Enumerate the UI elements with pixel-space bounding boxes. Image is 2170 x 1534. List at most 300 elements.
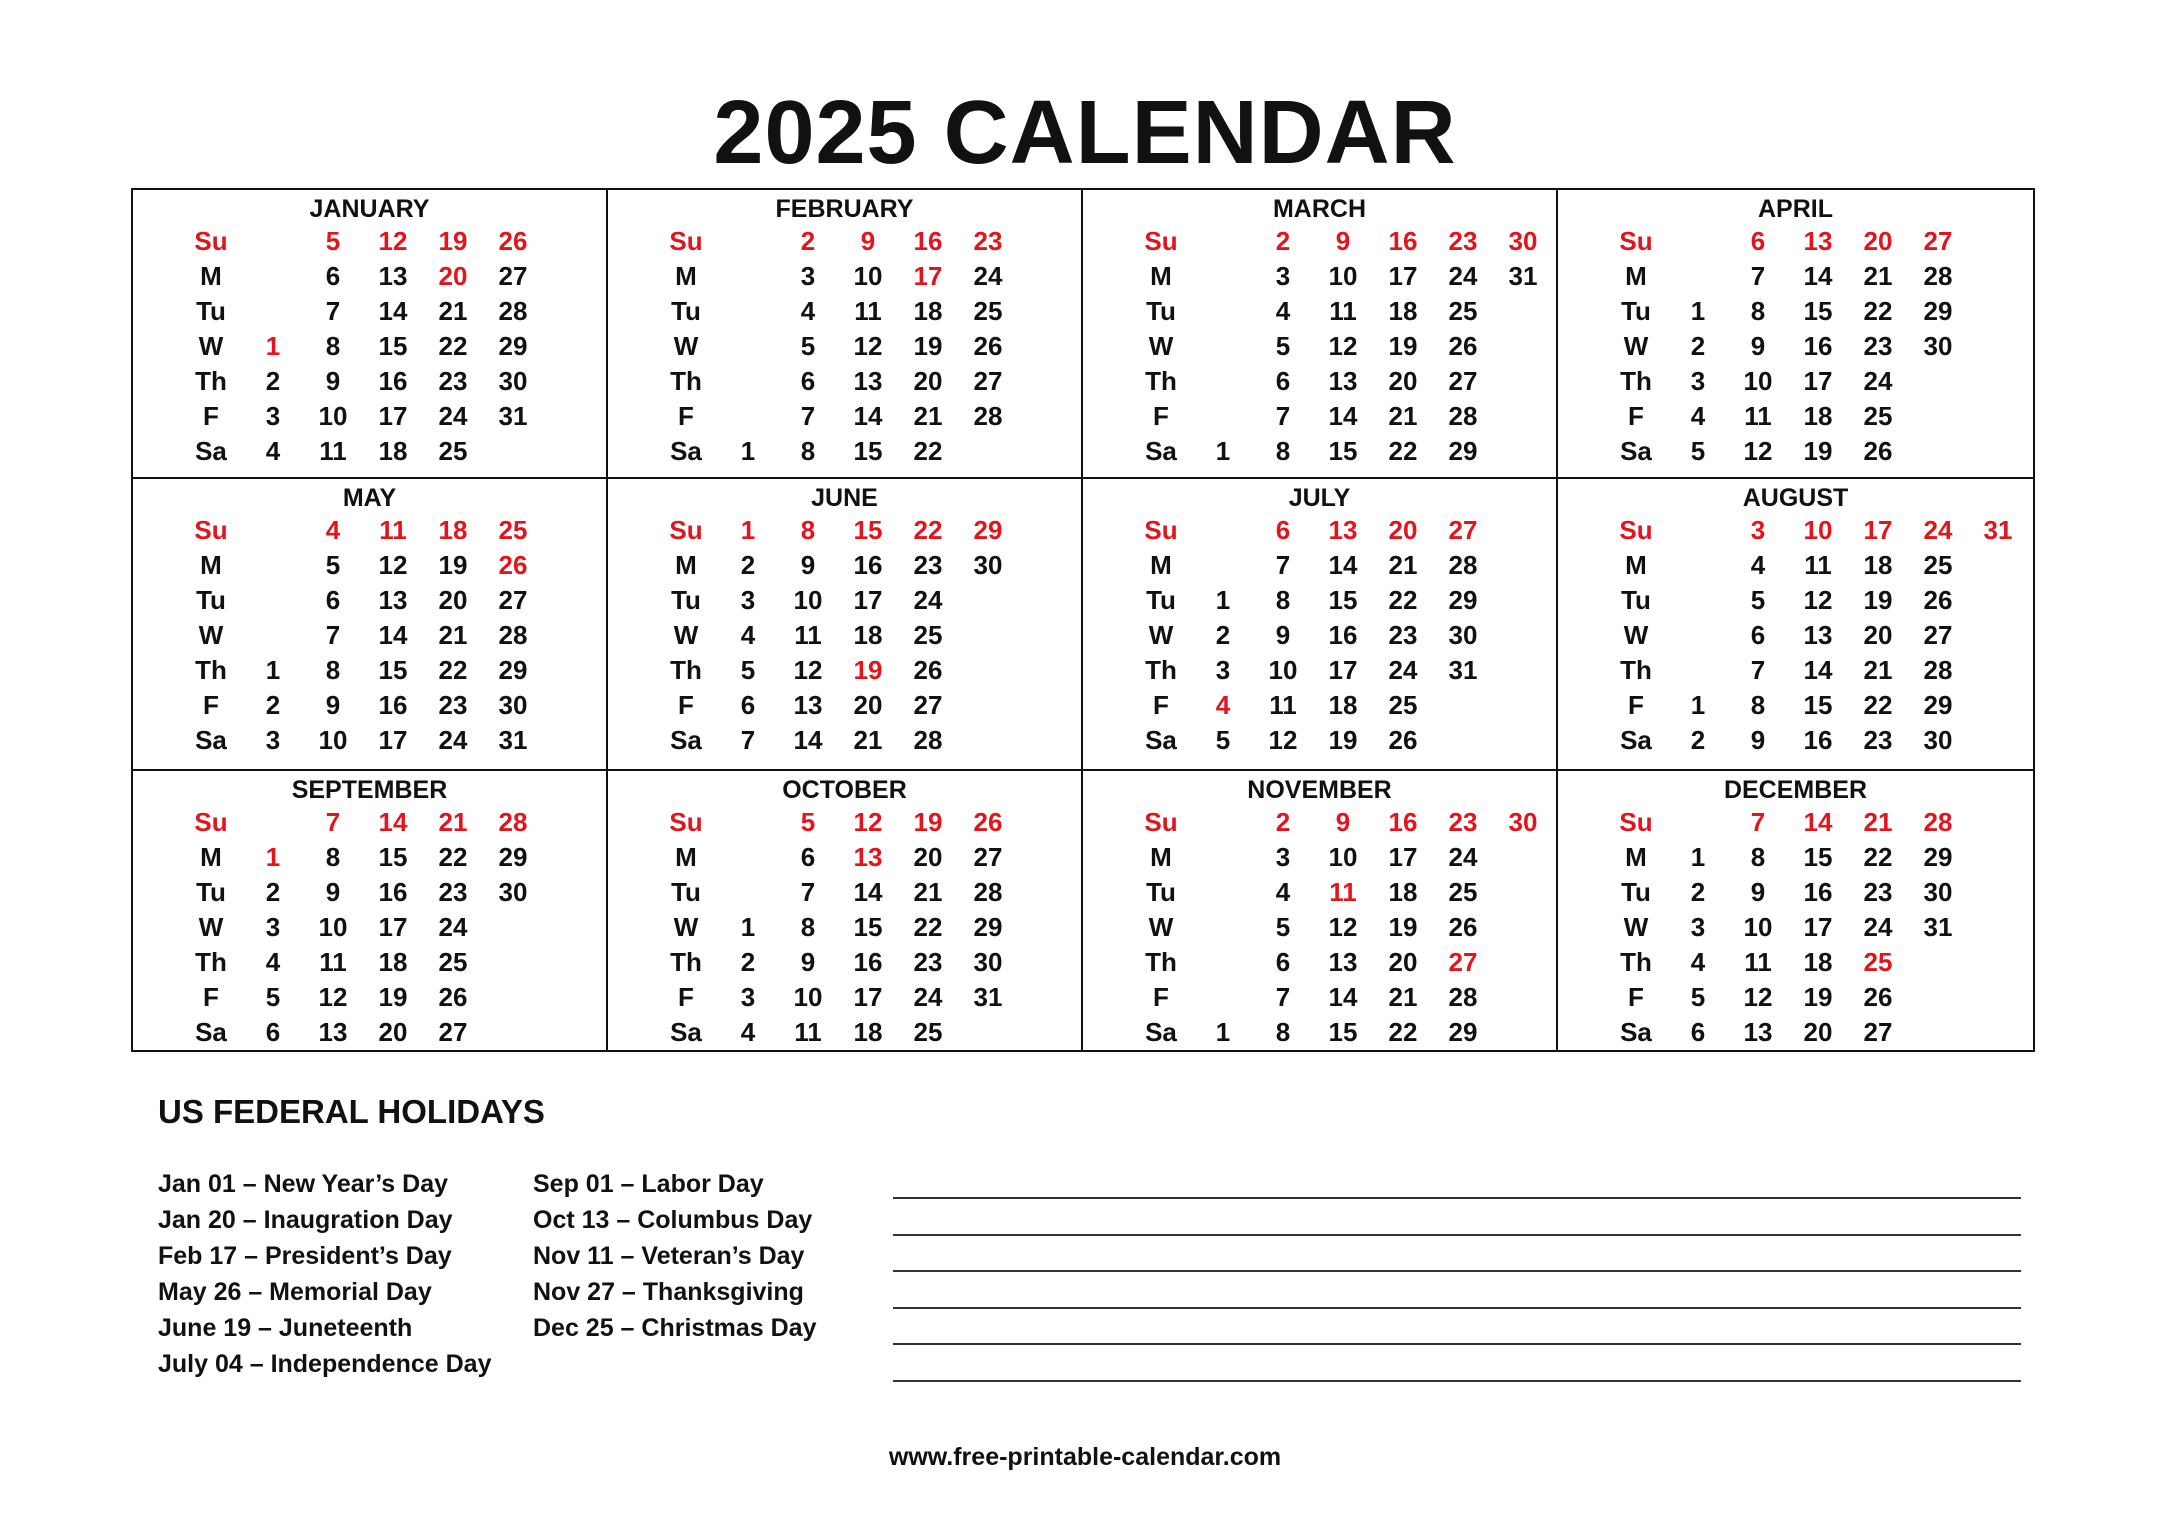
- day-cell: 26: [498, 226, 528, 256]
- day-cell: 4: [1750, 550, 1766, 580]
- day-cell: 23: [1388, 620, 1418, 650]
- day-cell: 18: [1863, 550, 1893, 580]
- weekday-row: [1083, 399, 1556, 434]
- day-cell: 9: [1750, 877, 1766, 907]
- empty-cell: [1668, 548, 1728, 583]
- day-cell: 9: [325, 877, 341, 907]
- empty-cell: [1193, 945, 1253, 980]
- empty-cell: [243, 224, 303, 259]
- day-cell: 5: [265, 982, 281, 1012]
- weekday-row: [608, 548, 1081, 583]
- day-cell: 19: [438, 226, 468, 256]
- month-name: APRIL: [1758, 195, 1833, 223]
- weekday-label: Sa: [670, 436, 702, 466]
- day-cell: 20: [853, 690, 883, 720]
- weekday-label: F: [203, 401, 219, 431]
- day-cell: 21: [853, 725, 883, 755]
- weekday-row: [1558, 294, 2033, 329]
- empty-cell: [1193, 840, 1253, 875]
- day-cell: 24: [438, 401, 468, 431]
- weekday-label: Tu: [1621, 296, 1651, 326]
- weekday-label: Sa: [1620, 436, 1652, 466]
- day-cell: 15: [1328, 1017, 1358, 1047]
- day-cell: 1: [265, 842, 281, 872]
- weekday-row: [133, 548, 606, 583]
- day-cell: 3: [1275, 842, 1291, 872]
- day-cell: 11: [319, 436, 347, 466]
- weekday-label: W: [1623, 620, 1649, 650]
- day-cell: 15: [1803, 296, 1833, 326]
- day-cell: 1: [1215, 585, 1231, 615]
- day-cell: 25: [438, 436, 468, 466]
- weekday-label: Su: [194, 807, 228, 837]
- day-cell: 26: [1448, 912, 1478, 942]
- day-cell: 10: [1803, 515, 1833, 545]
- day-cell: 15: [378, 331, 408, 361]
- day-cell: 21: [1388, 982, 1418, 1012]
- day-cell: 10: [853, 261, 883, 291]
- empty-cell: [718, 875, 778, 910]
- day-cell: 4: [325, 515, 341, 545]
- day-cell: 8: [325, 655, 341, 685]
- weekday-row: [133, 329, 606, 364]
- day-cell: 3: [800, 261, 816, 291]
- day-cell: 8: [1750, 296, 1766, 326]
- day-cell: 9: [1335, 226, 1351, 256]
- day-cell: 28: [973, 877, 1003, 907]
- weekday-row: [1083, 910, 1556, 945]
- day-cell: 27: [1863, 1017, 1893, 1047]
- month-june: [608, 479, 1083, 771]
- weekday-row: [133, 653, 606, 688]
- day-cell: 7: [1750, 261, 1766, 291]
- empty-cell: [1193, 259, 1253, 294]
- day-cell: 7: [800, 401, 816, 431]
- day-cell: 27: [973, 842, 1003, 872]
- weekday-label: Th: [1620, 655, 1652, 685]
- day-cell: 4: [1275, 296, 1291, 326]
- day-cell: 27: [973, 366, 1003, 396]
- day-cell: 25: [1923, 550, 1953, 580]
- weekday-row: [608, 294, 1081, 329]
- day-cell: 3: [1750, 515, 1766, 545]
- day-cell: 13: [1803, 226, 1833, 256]
- weekday-label: M: [1150, 550, 1172, 580]
- weekday-label: M: [1150, 842, 1172, 872]
- day-cell: 10: [1743, 912, 1773, 942]
- day-cell: 31: [1508, 261, 1538, 291]
- weekday-label: Th: [1145, 655, 1177, 685]
- day-cell: 14: [1328, 401, 1358, 431]
- day-cell: 23: [1863, 877, 1893, 907]
- day-cell: 27: [498, 585, 528, 615]
- day-cell: 19: [1803, 436, 1833, 466]
- day-cell: 26: [1448, 331, 1478, 361]
- day-cell: 3: [1690, 366, 1706, 396]
- day-cell: 10: [793, 982, 823, 1012]
- empty-cell: [243, 259, 303, 294]
- weekday-row: [608, 399, 1081, 434]
- weekday-row: [608, 364, 1081, 399]
- day-cell: 29: [1448, 436, 1478, 466]
- day-cell: 18: [913, 296, 943, 326]
- weekday-row: [1083, 688, 1556, 723]
- weekday-row: [133, 259, 606, 294]
- day-cell: 8: [1275, 585, 1291, 615]
- month-name: OCTOBER: [782, 776, 907, 804]
- day-cell: 12: [853, 807, 883, 837]
- day-cell: 22: [1863, 842, 1893, 872]
- weekday-label: W: [198, 912, 224, 942]
- day-cell: 25: [1863, 401, 1893, 431]
- day-cell: 11: [1269, 690, 1297, 720]
- day-cell: 21: [1863, 655, 1893, 685]
- weekday-row: [1558, 980, 2033, 1015]
- empty-cell: [1193, 548, 1253, 583]
- day-cell: 16: [913, 226, 943, 256]
- day-cell: 5: [1750, 585, 1766, 615]
- day-cell: 19: [853, 655, 883, 685]
- weekday-label: W: [673, 620, 699, 650]
- weekday-row: [133, 618, 606, 653]
- empty-cell: [243, 548, 303, 583]
- weekday-row: [608, 945, 1081, 980]
- day-cell: 22: [913, 912, 943, 942]
- weekday-row: [1083, 1015, 1556, 1050]
- weekday-row: [1558, 805, 2033, 840]
- day-cell: 29: [498, 655, 528, 685]
- weekday-label: Th: [195, 366, 227, 396]
- weekday-label: F: [1153, 401, 1169, 431]
- day-cell: 23: [913, 550, 943, 580]
- day-cell: 24: [438, 725, 468, 755]
- day-cell: 7: [1750, 655, 1766, 685]
- day-cell: 2: [1275, 807, 1291, 837]
- day-cell: 23: [1448, 226, 1478, 256]
- day-cell: 3: [1275, 261, 1291, 291]
- weekday-row: [1558, 1015, 2033, 1050]
- weekday-row: [1083, 723, 1556, 758]
- day-cell: 17: [853, 585, 883, 615]
- day-cell: 1: [1690, 690, 1706, 720]
- day-cell: 10: [793, 585, 823, 615]
- day-cell: 1: [740, 912, 756, 942]
- weekday-row: [1558, 259, 2033, 294]
- holiday-item: May 26 – Memorial Day: [158, 1278, 432, 1306]
- day-cell: 13: [318, 1017, 348, 1047]
- day-cell: 20: [1863, 620, 1893, 650]
- day-cell: 28: [498, 296, 528, 326]
- day-cell: 9: [800, 550, 816, 580]
- weekday-row: [1558, 688, 2033, 723]
- weekday-label: F: [203, 690, 219, 720]
- day-cell: 19: [1388, 912, 1418, 942]
- day-cell: 20: [913, 842, 943, 872]
- day-cell: 28: [498, 807, 528, 837]
- day-cell: 2: [1690, 877, 1706, 907]
- day-cell: 9: [1335, 807, 1351, 837]
- day-cell: 2: [740, 947, 756, 977]
- empty-cell: [1193, 910, 1253, 945]
- weekday-row: [1558, 513, 2033, 548]
- day-cell: 30: [1508, 226, 1538, 256]
- weekday-row: [133, 723, 606, 758]
- day-cell: 30: [498, 690, 528, 720]
- day-cell: 12: [1803, 585, 1833, 615]
- day-cell: 13: [1743, 1017, 1773, 1047]
- weekday-label: F: [678, 982, 694, 1012]
- weekday-label: W: [673, 912, 699, 942]
- month-name: DECEMBER: [1723, 776, 1868, 804]
- day-cell: 14: [378, 620, 408, 650]
- day-cell: 3: [265, 912, 281, 942]
- day-cell: 1: [740, 436, 756, 466]
- day-cell: 28: [1448, 401, 1478, 431]
- day-cell: 14: [1328, 550, 1358, 580]
- day-cell: 14: [1803, 261, 1833, 291]
- day-cell: 17: [1328, 655, 1358, 685]
- weekday-label: Su: [669, 807, 703, 837]
- day-cell: 11: [794, 1017, 822, 1047]
- weekday-label: Su: [1144, 226, 1178, 256]
- month-name: SEPTEMBER: [291, 776, 448, 804]
- day-cell: 5: [325, 550, 341, 580]
- day-cell: 6: [800, 842, 816, 872]
- day-cell: 13: [793, 690, 823, 720]
- weekday-row: [1558, 399, 2033, 434]
- day-cell: 28: [1448, 982, 1478, 1012]
- weekday-label: W: [1623, 331, 1649, 361]
- weekday-label: Su: [1619, 807, 1653, 837]
- weekday-row: [608, 980, 1081, 1015]
- holiday-item: Sep 01 – Labor Day: [533, 1170, 764, 1198]
- day-cell: 8: [325, 331, 341, 361]
- weekday-row: [608, 224, 1081, 259]
- day-cell: 11: [379, 515, 407, 545]
- day-cell: 13: [1803, 620, 1833, 650]
- weekday-label: Tu: [1621, 585, 1651, 615]
- weekday-row: [1558, 364, 2033, 399]
- day-cell: 20: [1388, 515, 1418, 545]
- day-cell: 10: [1328, 261, 1358, 291]
- day-cell: 18: [1388, 296, 1418, 326]
- note-line: [893, 1270, 2021, 1272]
- weekday-row: [1083, 513, 1556, 548]
- day-cell: 5: [1275, 912, 1291, 942]
- weekday-row: [133, 399, 606, 434]
- day-cell: 12: [318, 982, 348, 1012]
- day-cell: 23: [1863, 331, 1893, 361]
- holidays-heading: US FEDERAL HOLIDAYS: [158, 1093, 545, 1130]
- day-cell: 9: [325, 366, 341, 396]
- empty-cell: [718, 805, 778, 840]
- day-cell: 3: [265, 401, 281, 431]
- day-cell: 17: [378, 401, 408, 431]
- month-name: JANUARY: [309, 195, 430, 223]
- empty-cell: [243, 294, 303, 329]
- weekday-row: [133, 364, 606, 399]
- empty-cell: [1668, 805, 1728, 840]
- day-cell: 4: [740, 1017, 756, 1047]
- day-cell: 15: [378, 655, 408, 685]
- day-cell: 11: [1744, 947, 1772, 977]
- day-cell: 15: [853, 515, 883, 545]
- holiday-item: Feb 17 – President’s Day: [158, 1242, 452, 1270]
- weekday-label: W: [673, 331, 699, 361]
- day-cell: 26: [1923, 585, 1953, 615]
- day-cell: 10: [1268, 655, 1298, 685]
- weekday-label: Tu: [1146, 296, 1176, 326]
- empty-cell: [718, 224, 778, 259]
- day-cell: 8: [1750, 842, 1766, 872]
- holiday-item: Nov 11 – Veteran’s Day: [533, 1242, 805, 1270]
- weekday-label: Tu: [1146, 877, 1176, 907]
- weekday-row: [608, 910, 1081, 945]
- weekday-label: Sa: [1145, 725, 1177, 755]
- day-cell: 19: [1803, 982, 1833, 1012]
- day-cell: 20: [378, 1017, 408, 1047]
- day-cell: 27: [913, 690, 943, 720]
- page-title: 2025 CALENDAR: [713, 83, 1457, 183]
- day-cell: 6: [265, 1017, 281, 1047]
- weekday-label: Th: [670, 655, 702, 685]
- empty-cell: [718, 294, 778, 329]
- empty-cell: [718, 329, 778, 364]
- month-august: [1558, 479, 2033, 771]
- day-cell: 12: [1328, 331, 1358, 361]
- empty-cell: [1668, 618, 1728, 653]
- day-cell: 30: [1923, 877, 1953, 907]
- day-cell: 20: [438, 585, 468, 615]
- weekday-row: [1083, 364, 1556, 399]
- day-cell: 18: [1388, 877, 1418, 907]
- day-cell: 12: [1743, 436, 1773, 466]
- day-cell: 6: [1275, 366, 1291, 396]
- weekday-row: [1083, 294, 1556, 329]
- day-cell: 9: [1750, 331, 1766, 361]
- day-cell: 27: [1448, 947, 1478, 977]
- day-cell: 30: [973, 947, 1003, 977]
- weekday-label: Th: [670, 947, 702, 977]
- month-name: MARCH: [1272, 195, 1367, 223]
- day-cell: 23: [1863, 725, 1893, 755]
- weekday-row: [1083, 329, 1556, 364]
- day-cell: 25: [498, 515, 528, 545]
- weekday-label: M: [675, 550, 697, 580]
- day-cell: 13: [1328, 366, 1358, 396]
- day-cell: 24: [1388, 655, 1418, 685]
- day-cell: 16: [1388, 807, 1418, 837]
- weekday-label: Tu: [671, 877, 701, 907]
- month-name: JUNE: [811, 484, 878, 512]
- month-name: NOVEMBER: [1247, 776, 1392, 804]
- day-cell: 18: [378, 436, 408, 466]
- weekday-row: [1083, 618, 1556, 653]
- day-cell: 4: [1690, 401, 1706, 431]
- day-cell: 1: [1690, 296, 1706, 326]
- weekday-label: Su: [194, 515, 228, 545]
- weekday-label: F: [1153, 690, 1169, 720]
- day-cell: 7: [800, 877, 816, 907]
- note-line: [893, 1197, 2021, 1199]
- day-cell: 8: [800, 436, 816, 466]
- day-cell: 11: [1804, 550, 1832, 580]
- month-name: MAY: [342, 484, 397, 512]
- holiday-item: June 19 – Juneteenth: [158, 1314, 413, 1342]
- empty-cell: [243, 618, 303, 653]
- empty-cell: [243, 513, 303, 548]
- empty-cell: [1668, 224, 1728, 259]
- weekday-row: [1083, 840, 1556, 875]
- day-cell: 13: [1328, 947, 1358, 977]
- day-cell: 27: [1923, 620, 1953, 650]
- weekday-label: Tu: [1146, 585, 1176, 615]
- day-cell: 28: [1448, 550, 1478, 580]
- weekday-row: [133, 910, 606, 945]
- day-cell: 24: [1863, 366, 1893, 396]
- day-cell: 22: [1388, 585, 1418, 615]
- holiday-item: Dec 25 – Christmas Day: [533, 1314, 817, 1342]
- day-cell: 15: [1328, 436, 1358, 466]
- day-cell: 21: [1388, 550, 1418, 580]
- weekday-label: Th: [195, 947, 227, 977]
- weekday-label: Tu: [196, 877, 226, 907]
- weekday-row: [133, 513, 606, 548]
- empty-cell: [718, 840, 778, 875]
- day-cell: 6: [1690, 1017, 1706, 1047]
- weekday-row: [1083, 875, 1556, 910]
- day-cell: 25: [1448, 296, 1478, 326]
- weekday-label: Tu: [671, 296, 701, 326]
- day-cell: 30: [498, 877, 528, 907]
- day-cell: 12: [793, 655, 823, 685]
- day-cell: 23: [438, 877, 468, 907]
- day-cell: 6: [325, 585, 341, 615]
- day-cell: 8: [1275, 1017, 1291, 1047]
- day-cell: 13: [853, 842, 883, 872]
- day-cell: 18: [1328, 690, 1358, 720]
- day-cell: 10: [1743, 366, 1773, 396]
- weekday-label: W: [1623, 912, 1649, 942]
- weekday-label: W: [1148, 912, 1174, 942]
- weekday-label: Sa: [1145, 1017, 1177, 1047]
- day-cell: 31: [1983, 515, 2013, 545]
- day-cell: 14: [853, 401, 883, 431]
- day-cell: 29: [1448, 1017, 1478, 1047]
- day-cell: 4: [265, 436, 281, 466]
- empty-cell: [1193, 294, 1253, 329]
- day-cell: 16: [1803, 725, 1833, 755]
- weekday-row: [1558, 329, 2033, 364]
- day-cell: 25: [913, 620, 943, 650]
- day-cell: 7: [1275, 982, 1291, 1012]
- day-cell: 18: [853, 1017, 883, 1047]
- day-cell: 18: [853, 620, 883, 650]
- day-cell: 20: [438, 261, 468, 291]
- holiday-item: July 04 – Independence Day: [158, 1350, 492, 1378]
- day-cell: 30: [498, 366, 528, 396]
- weekday-row: [608, 513, 1081, 548]
- day-cell: 5: [1690, 982, 1706, 1012]
- weekday-label: M: [675, 842, 697, 872]
- weekday-label: Sa: [670, 725, 702, 755]
- weekday-row: [1083, 980, 1556, 1015]
- weekday-row: [608, 1015, 1081, 1050]
- weekday-row: [1558, 618, 2033, 653]
- day-cell: 2: [1275, 226, 1291, 256]
- day-cell: 14: [1803, 807, 1833, 837]
- day-cell: 17: [1388, 261, 1418, 291]
